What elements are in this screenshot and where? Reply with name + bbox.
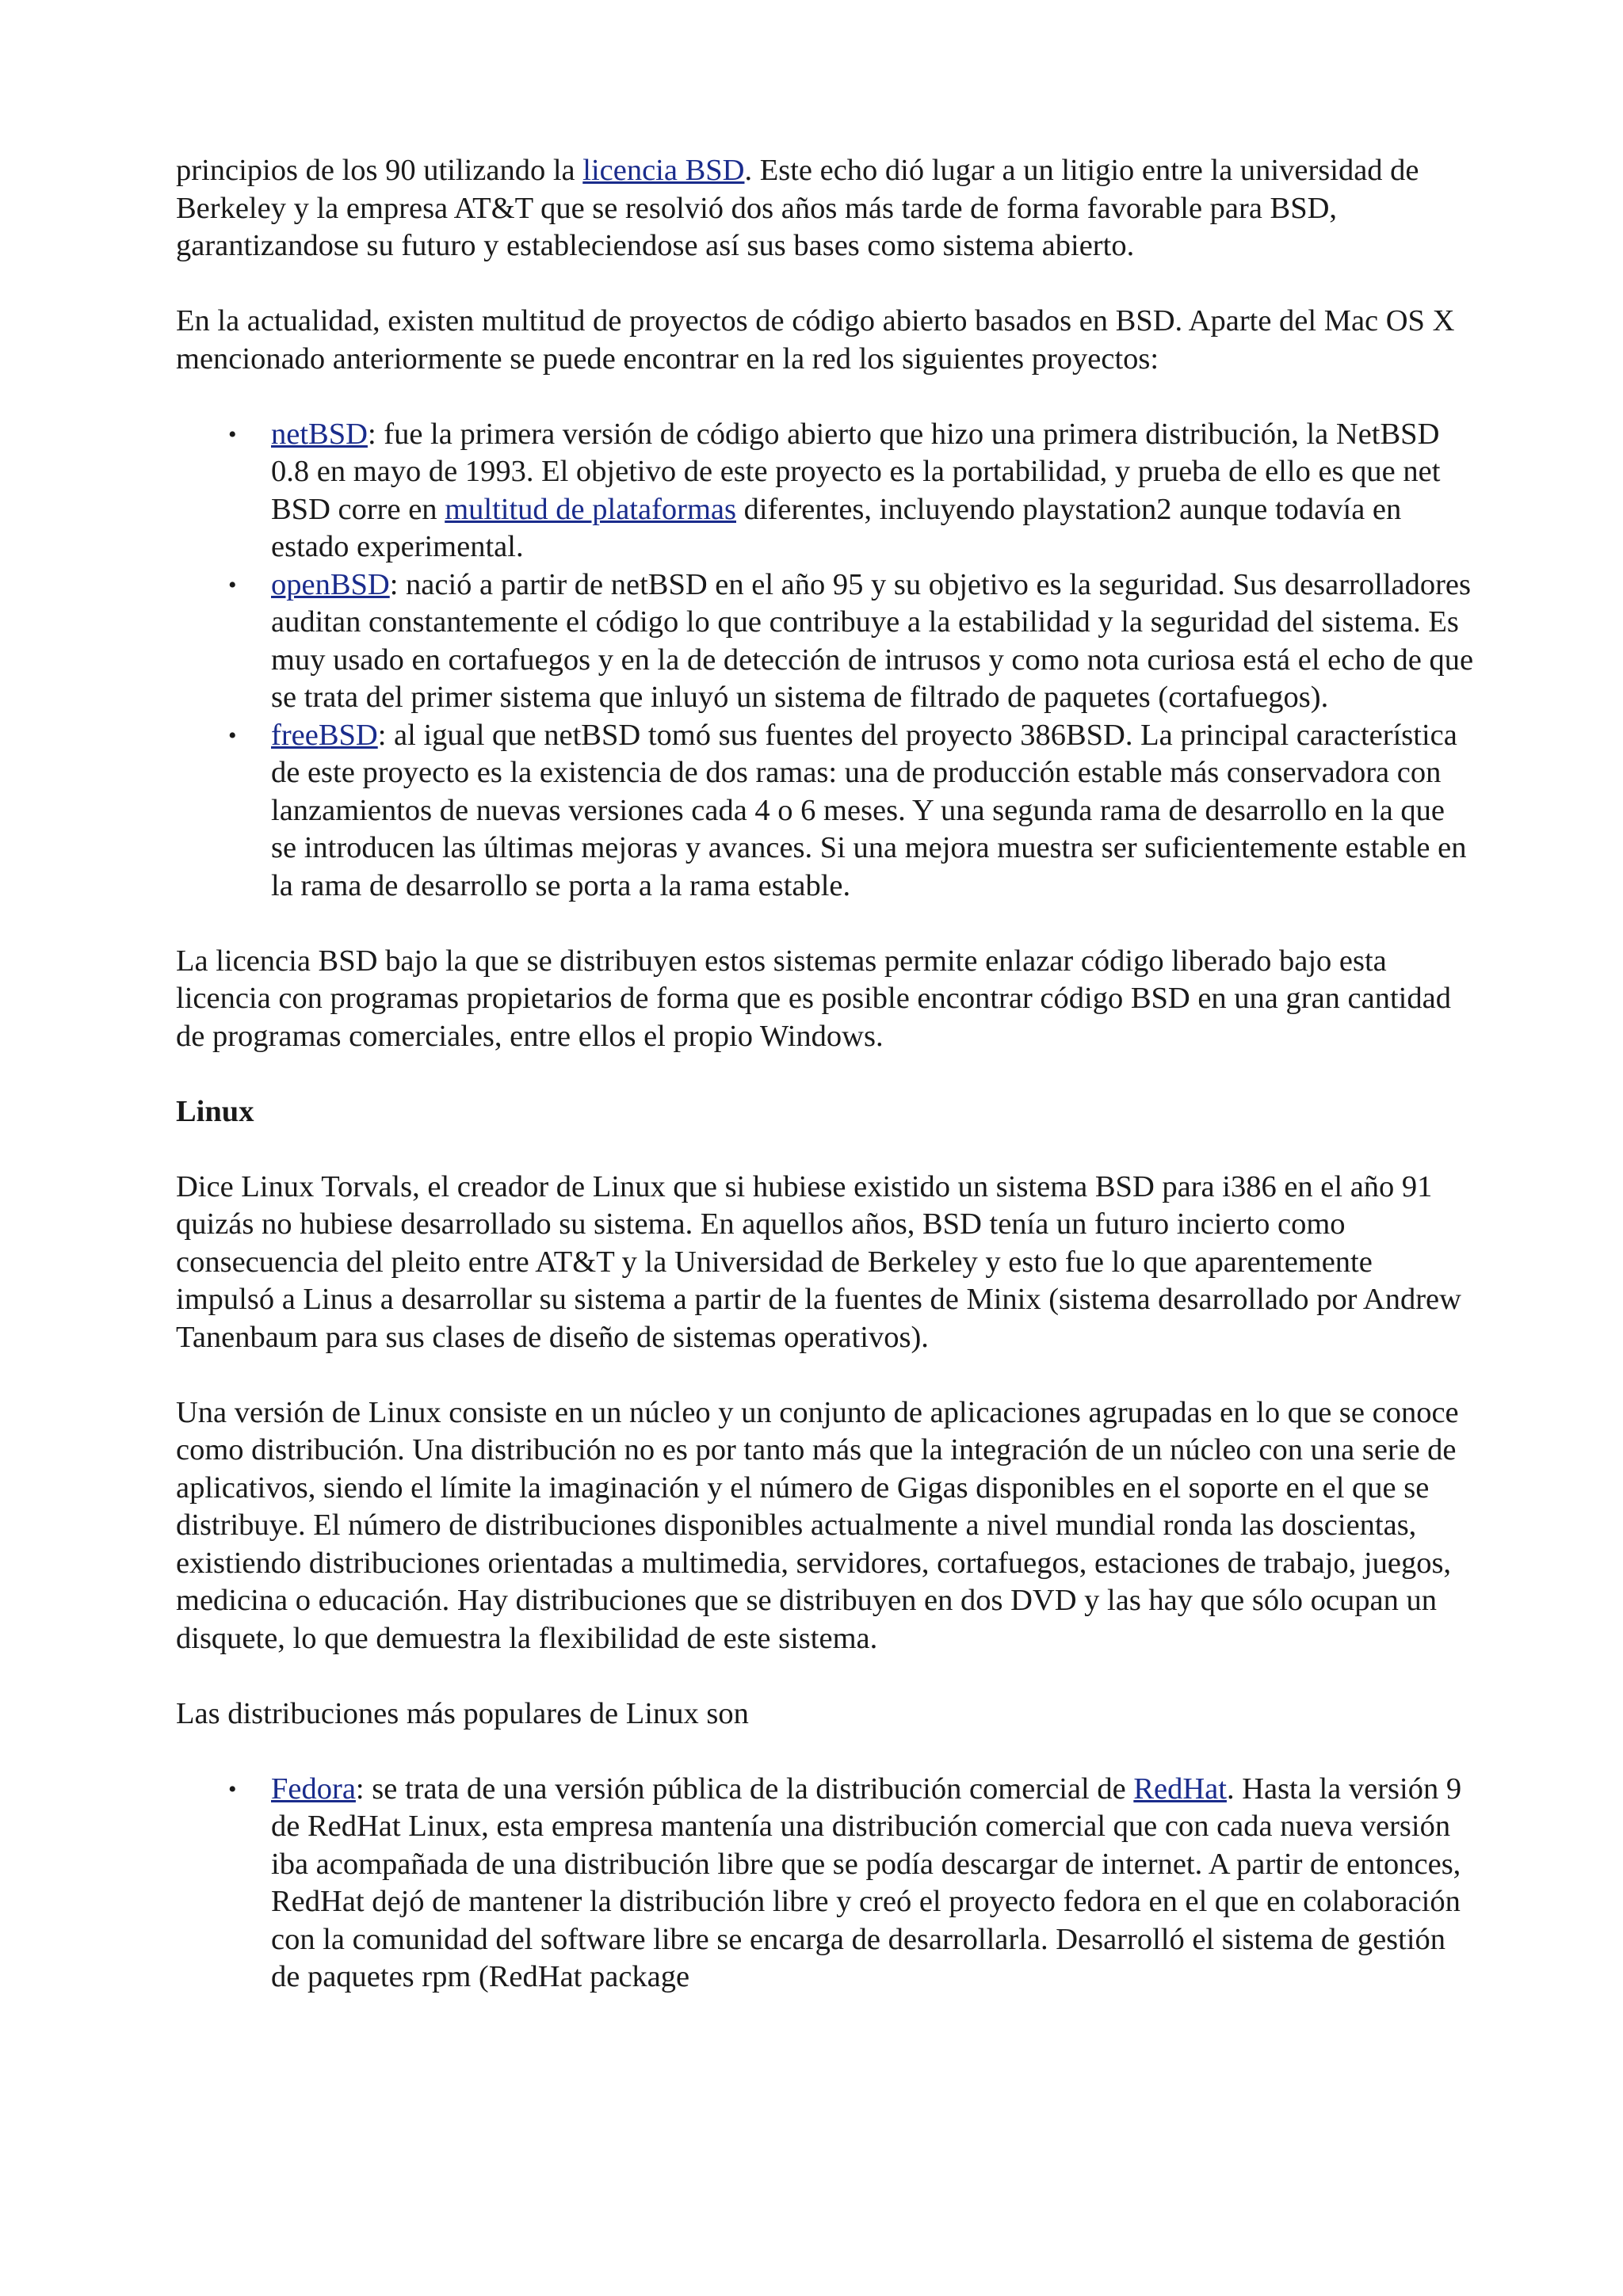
document-page bbox=[176, 152, 1476, 2034]
bullet-icon: • bbox=[228, 421, 237, 448]
paragraph-bsd-license: principios de los 90 utilizando la licencia BSD. Este echo dió lugar a un litigio entre la universidad de Berkeley y la empresa AT&T que se resolvió dos años más tarde de forma favorable para BSD, garantizandose su futuro y estableciendose así sus bases como sistema abierto. bbox=[176, 154, 1419, 262]
paragraph-bsd-license-usage: La licencia BSD bajo la que se distribuyen estos sistemas permite enlazar código liberado bajo esta licencia con programas propietarios de forma que es posible encontrar código BSD en una gran cantidad de programas comerciales, entre ellos el propio Windows. bbox=[176, 944, 1451, 1053]
bullet-icon: • bbox=[228, 722, 237, 749]
bullet-icon: • bbox=[228, 571, 237, 598]
bullet-icon: • bbox=[228, 1775, 237, 1802]
list-item-openbsd: • openBSD: nació a partir de netBSD en el año 95 y su objetivo es la seguridad. Sus desarrolladores auditan constantemente el código lo que contribuye a la estabilidad y la seguridad del sistema. Es muy usado en cortafuegos y en la de detección de intrusos y como nota curiosa está el echo de que se trata del primer sistema que inluyó un sistema de filtrado de paquetes (cortafuegos). bbox=[228, 567, 1474, 714]
paragraph-linux-history: Dice Linux Torvals, el creador de Linux que si hubiese existido un sistema BSD para i386 en el año 91 quizás no hubiese desarrollado su sistema. En aquellos años, BSD tenía un futuro incierto como consecuencia del pleito entre AT&T y la Universidad de Berkeley y esto fue lo que aparentemente impulsó a Linus a desarrollar su sistema a partir de la fuentes de Minix (sistema desarrollado por Andrew Tanenbaum para sus clases de diseño de sistemas operativos). bbox=[176, 1169, 1461, 1354]
paragraph-popular-distributions-intro: Las distribuciones más populares de Linux son bbox=[176, 1696, 749, 1730]
list-item-freebsd: • freeBSD: al igual que netBSD tomó sus fuentes del proyecto 386BSD. La principal característica de este proyecto es la existencia de dos ramas: una de producción estable más conservadora con lanzamientos de nuevas versiones cada 4 o 6 meses. Y una segunda rama de desarrollo en la que se introducen las últimas mejoras y avances. Si una mejora muestra ser suficientemente estable en la rama de desarrollo se porta a la rama estable. bbox=[228, 718, 1467, 902]
link-netbsd[interactable]: netBSD bbox=[271, 417, 368, 451]
link-redhat[interactable]: RedHat bbox=[1133, 1772, 1227, 1806]
paragraph-linux-distributions: Una versión de Linux consiste en un núcleo y un conjunto de aplicaciones agrupadas en lo que se conoce como distribución. Una distribución no es por tanto más que la integración de un núcleo con una serie de aplicativos, siendo el límite la imaginación y el número de Gigas disponibles en el soporte en el que se distribuye. El número de distribuciones disponibles actualmente a nivel mundial ronda las doscientas, existiendo distribuciones orientadas a multimedia, servidores, cortafuegos, estaciones de trabajo, juegos, medicina o educación. Hay distribuciones que se distribuyen en dos DVD y las hay que sólo ocupan un disquete, lo que demuestra la flexibilidad de este sistema. bbox=[176, 1395, 1459, 1655]
list-item-netbsd: • netBSD: fue la primera versión de código abierto que hizo una primera distribución, la NetBSD 0.8 en mayo de 1993. El objetivo de este proyecto es la portabilidad, y prueba de ello es que net BSD corre en multitud de plataformas diferentes, incluyendo playstation2 aunque todavía en estado experimental. bbox=[228, 417, 1441, 563]
linux-distributions-list bbox=[176, 1771, 1476, 1997]
bsd-projects-list bbox=[176, 416, 1476, 906]
link-multitud-de-plataformas[interactable]: multitud de plataformas bbox=[445, 492, 736, 526]
list-item-fedora: • Fedora: se trata de una versión pública de la distribución comercial de RedHat. Hasta la versión 9 de RedHat Linux, esta empresa mantenía una distribución comercial que con cada nueva versión iba acompañada de una distribución libre que se podía descargar de internet. A partir de entonces, RedHat dejó de mantener la distribución libre y creó el proyecto fedora en el que en colaboración con la comunidad del software libre se encarga de desarrollarla. Desarrolló el sistema de gestión de paquetes rpm (RedHat package bbox=[228, 1772, 1462, 1993]
paragraph-bsd-projects-intro: En la actualidad, existen multitud de proyectos de código abierto basados en BSD. Aparte del Mac OS X mencionado anteriormente se puede encontrar en la red los siguientes proyectos: bbox=[176, 304, 1455, 376]
link-fedora[interactable]: Fedora bbox=[271, 1772, 356, 1806]
link-freebsd[interactable]: freeBSD bbox=[271, 718, 378, 752]
link-openbsd[interactable]: openBSD bbox=[271, 567, 390, 601]
heading-linux: Linux bbox=[176, 1094, 254, 1128]
link-licencia-bsd[interactable]: licencia BSD bbox=[582, 154, 745, 187]
